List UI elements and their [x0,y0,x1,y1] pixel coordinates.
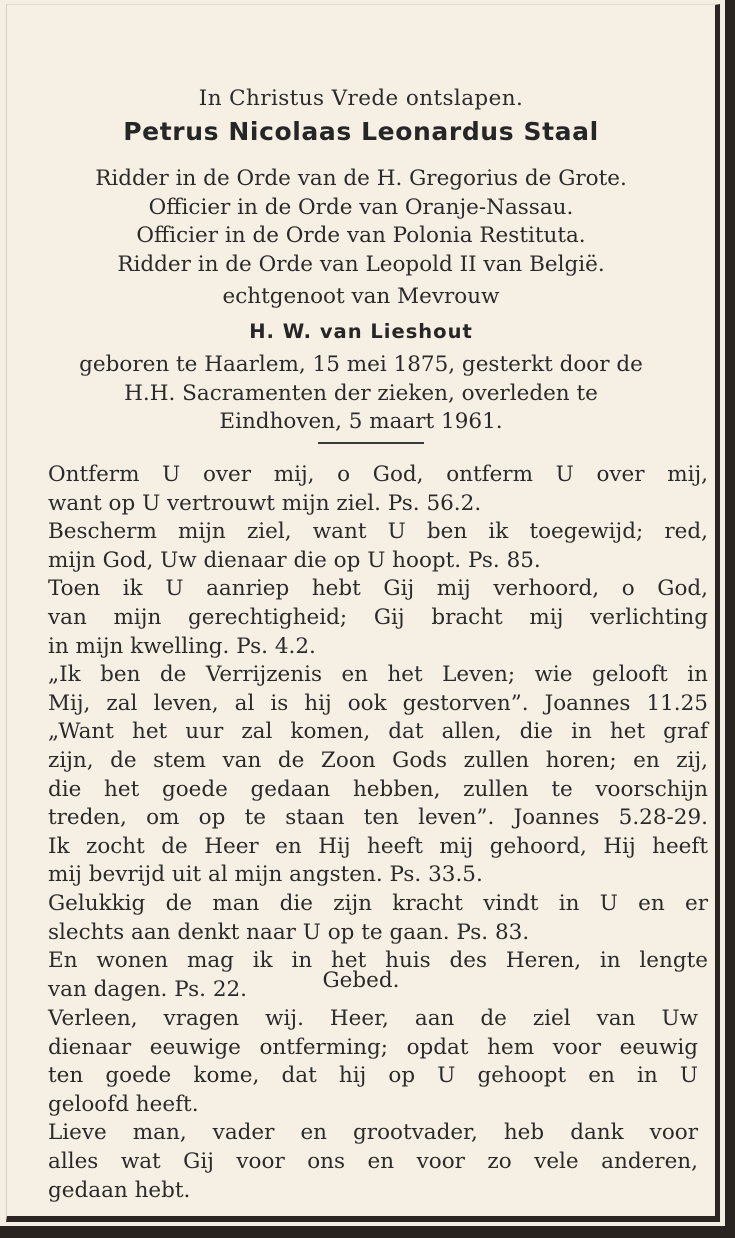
prayer-line: alles wat Gij voor ons en voor zo vele anderen, [48,1148,698,1174]
order-line: Ridder in de Orde van de H. Gregorius de Grote. [95,166,627,191]
birth-death-details [7,351,715,437]
verse-line: in mijn kwelling. Ps. 4.2. [48,633,316,659]
prayer-text [48,1005,698,1205]
verse-line: van dagen. Ps. 22. [48,976,248,1002]
verse-line: mijn God, Uw dienaar die op U hoopt. Ps. 85. [48,547,541,573]
verse-line: Ontferm U over mij, o God, ontferm U over mij, [48,462,708,487]
verse-line: treden, om op te staan ten leven”. Joannes 5.28-29. [48,805,708,831]
verse-line: want op U vertrouwt mijn ziel. Ps. 56.2. [48,490,482,516]
prayer-title: Gebed. [322,968,400,993]
prayer-line: gedaan hebt. [48,1177,191,1203]
birth-line: Eindhoven, 5 maart 1961. [219,409,503,434]
orders-list [7,165,715,279]
verse-line: Mij, zal leven, al is hij ook gestorven”. Joannes 11.25 [48,690,708,716]
verse-line: Gelukkig de man die zijn kracht vindt in U en er [48,890,708,916]
verse-line: Bescherm mijn ziel, want U ben ik toegewijd; red, [48,519,708,545]
birth-line: geboren te Haarlem, 15 mei 1875, gesterkt door de [79,352,643,377]
verse-line: Toen ik U aanriep hebt Gij mij verhoord, o God, [48,576,708,602]
card-header: In Christus Vrede ontslapen. [198,86,524,111]
deceased-name: Petrus Nicolaas Leonardus Staal [123,117,599,146]
verse-line: „Want het uur zal komen, dat allen, die in het graf [48,719,708,745]
card-shadow-right [725,0,735,1238]
verse-line: zijn, de stem van de Zoon Gods zullen horen; en zij, [48,747,708,773]
verse-line: „Ik ben de Verrijzenis en het Leven; wie gelooft in [48,662,708,688]
prayer-line: dienaar eeuwige ontferming; opdat hem voor eeuwig [48,1034,698,1060]
order-line: Ridder in de Orde van Leopold II van België. [117,251,605,277]
prayer-line: Lieve man, vader en grootvader, heb dank voor [48,1120,698,1146]
prayer-line: Verleen, vragen wij. Heer, aan de ziel van Uw [48,1006,698,1031]
spouse-name: H. W. van Lieshout [249,320,473,343]
verse-line: van mijn gerechtigheid; Gij bracht mij verlichting [48,604,708,630]
order-line: Officier in de Orde van Oranje-Nassau. [148,194,574,220]
scripture-verses [48,461,708,1004]
verse-line: slechts aan denkt naar U op te gaan. Ps. 83. [48,919,530,945]
divider-rule [318,442,424,444]
prayer-line: ten goede kome, dat hij op U gehoopt en in U [48,1063,698,1089]
verse-line: mij bevrijd uit al mijn angsten. Ps. 33.5. [48,862,483,888]
verse-line: die het goede gedaan hebben, zullen te voorschijn [48,776,708,802]
card-shadow-bottom [0,1226,735,1238]
spouse-intro: echtgenoot van Mevrouw [222,284,500,309]
birth-line: H.H. Sacramenten der zieken, overleden te [124,380,598,406]
order-line: Officier in de Orde van Polonia Restituta. [136,223,586,248]
memorial-card [6,4,720,1222]
verse-line: En wonen mag ik in het huis des Heren, in lengte [48,948,708,974]
prayer-line: geloofd heeft. [48,1091,199,1117]
verse-line: Ik zocht de Heer en Hij heeft mij gehoord, Hij heeft [48,833,708,859]
